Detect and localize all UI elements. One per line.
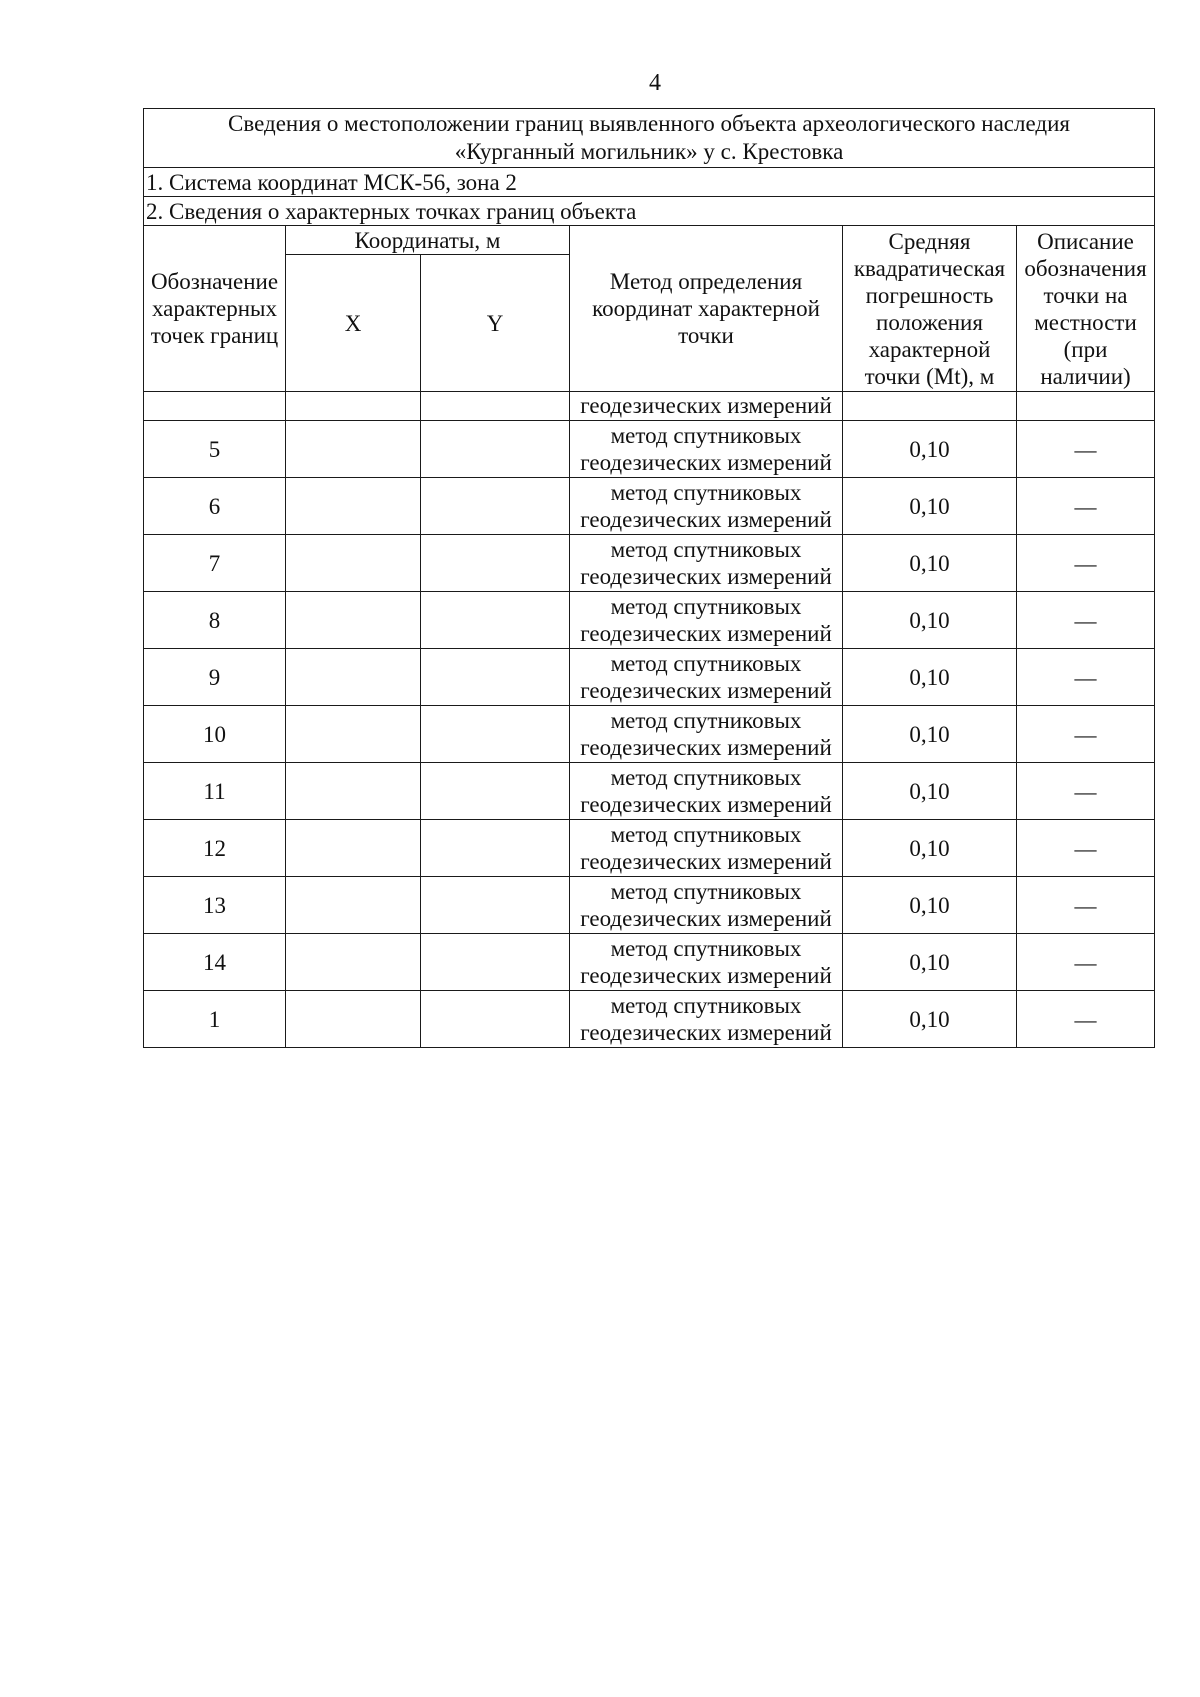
coord-y <box>421 706 570 763</box>
error-value: 0,10 <box>843 592 1017 649</box>
coordinate-system: 1. Система координат МСК-56, зона 2 <box>144 168 1155 197</box>
coord-y <box>421 592 570 649</box>
coord-y <box>421 535 570 592</box>
coord-x <box>286 535 421 592</box>
header-description: Описание обозначения точки на местности (при наличии) <box>1017 226 1155 392</box>
table-row <box>144 934 1155 991</box>
description-dash: — <box>1017 706 1155 763</box>
method <box>570 478 843 535</box>
method-line-1: метод спутниковых <box>610 765 802 790</box>
coord-y <box>421 991 570 1048</box>
method <box>570 706 843 763</box>
description-dash: — <box>1017 421 1155 478</box>
header-row-1 <box>144 226 1155 255</box>
description-dash: — <box>1017 934 1155 991</box>
point-number: 10 <box>144 706 286 763</box>
method <box>570 763 843 820</box>
method-line-2: геодезических измерений <box>580 1020 832 1045</box>
table-row <box>144 991 1155 1048</box>
point-number: 9 <box>144 649 286 706</box>
error-value: 0,10 <box>843 934 1017 991</box>
method-line-2: геодезических измерений <box>580 678 832 703</box>
method <box>570 877 843 934</box>
coord-y <box>421 820 570 877</box>
method <box>570 535 843 592</box>
error-value: 0,10 <box>843 535 1017 592</box>
table-row <box>144 820 1155 877</box>
description-dash: — <box>1017 478 1155 535</box>
table-row <box>144 478 1155 535</box>
coord-x <box>286 706 421 763</box>
header-x: X <box>286 255 421 392</box>
table-title <box>144 109 1155 168</box>
header-point-designation: Обозначение характерных точек границ <box>144 226 286 392</box>
coordinate-system-row <box>144 168 1155 197</box>
point-number: 8 <box>144 592 286 649</box>
point-number: 14 <box>144 934 286 991</box>
description-dash: — <box>1017 820 1155 877</box>
table-row <box>144 877 1155 934</box>
method-line-1: метод спутниковых <box>610 993 802 1018</box>
title-row <box>144 109 1155 168</box>
header-y: Y <box>421 255 570 392</box>
table-row <box>144 535 1155 592</box>
method-line-1: метод спутниковых <box>610 594 802 619</box>
description-dash: — <box>1017 592 1155 649</box>
error-value: 0,10 <box>843 991 1017 1048</box>
coord-y <box>421 421 570 478</box>
method-line-2: геодезических измерений <box>580 450 832 475</box>
coord-x <box>286 421 421 478</box>
method-line-1: метод спутниковых <box>610 480 802 505</box>
point-number: 7 <box>144 535 286 592</box>
method-line-2: геодезических измерений <box>580 507 832 532</box>
description-dash: — <box>1017 649 1155 706</box>
description-dash: — <box>1017 535 1155 592</box>
coord-x <box>286 592 421 649</box>
table-row <box>144 763 1155 820</box>
header-coordinates: Координаты, м <box>286 226 570 255</box>
point-number: 5 <box>144 421 286 478</box>
title-line-1: Сведения о местоположении границ выявленного объекта археологического наследия <box>228 111 1070 136</box>
error-value: 0,10 <box>843 820 1017 877</box>
method-line-1: метод спутниковых <box>610 651 802 676</box>
method <box>570 820 843 877</box>
method-line-1: метод спутниковых <box>610 936 802 961</box>
error-value: 0,10 <box>843 706 1017 763</box>
method <box>570 421 843 478</box>
point-number: 13 <box>144 877 286 934</box>
coord-y <box>421 763 570 820</box>
method-line-1: метод спутниковых <box>610 822 802 847</box>
page-number: 4 <box>649 70 661 96</box>
method-line-2: геодезических измерений <box>580 849 832 874</box>
continuation-row <box>144 392 1155 421</box>
boundary-points-table <box>143 108 1155 1048</box>
coord-y <box>421 649 570 706</box>
continuation-method: геодезических измерений <box>570 392 843 421</box>
points-info-row <box>144 197 1155 226</box>
method <box>570 592 843 649</box>
error-value: 0,10 <box>843 763 1017 820</box>
point-number: 6 <box>144 478 286 535</box>
method <box>570 649 843 706</box>
table-row <box>144 592 1155 649</box>
continuation-y <box>421 392 570 421</box>
points-info-heading: 2. Сведения о характерных точках границ объекта <box>144 197 1155 226</box>
coord-x <box>286 934 421 991</box>
method-line-2: геодезических измерений <box>580 564 832 589</box>
coord-y <box>421 877 570 934</box>
description-dash: — <box>1017 763 1155 820</box>
coord-y <box>421 478 570 535</box>
method-line-1: метод спутниковых <box>610 708 802 733</box>
header-error: Средняя квадратическая погрешность положения характерной точки (Mt), м <box>843 226 1017 392</box>
method-line-2: геодезических измерений <box>580 792 832 817</box>
method-line-2: геодезических измерений <box>580 906 832 931</box>
method-line-1: метод спутниковых <box>610 879 802 904</box>
point-number: 11 <box>144 763 286 820</box>
method-line-2: геодезических измерений <box>580 621 832 646</box>
coord-x <box>286 820 421 877</box>
error-value: 0,10 <box>843 421 1017 478</box>
table-row <box>144 421 1155 478</box>
error-value: 0,10 <box>843 649 1017 706</box>
method <box>570 991 843 1048</box>
title-line-2: «Курганный могильник» у с. Крестовка <box>454 139 844 164</box>
method-line-1: метод спутниковых <box>610 423 802 448</box>
point-number: 1 <box>144 991 286 1048</box>
point-number: 12 <box>144 820 286 877</box>
coord-x <box>286 763 421 820</box>
continuation-x <box>286 392 421 421</box>
coord-x <box>286 649 421 706</box>
method <box>570 934 843 991</box>
coord-x <box>286 478 421 535</box>
method-line-2: геодезических измерений <box>580 735 832 760</box>
table-row <box>144 706 1155 763</box>
error-value: 0,10 <box>843 478 1017 535</box>
continuation-error <box>843 392 1017 421</box>
table-row <box>144 649 1155 706</box>
coord-x <box>286 991 421 1048</box>
continuation-point <box>144 392 286 421</box>
error-value: 0,10 <box>843 877 1017 934</box>
coord-x <box>286 877 421 934</box>
header-method: Метод определения координат характерной точки <box>570 226 843 392</box>
method-line-1: метод спутниковых <box>610 537 802 562</box>
description-dash: — <box>1017 877 1155 934</box>
method-line-2: геодезических измерений <box>580 963 832 988</box>
coord-y <box>421 934 570 991</box>
continuation-description <box>1017 392 1155 421</box>
description-dash: — <box>1017 991 1155 1048</box>
